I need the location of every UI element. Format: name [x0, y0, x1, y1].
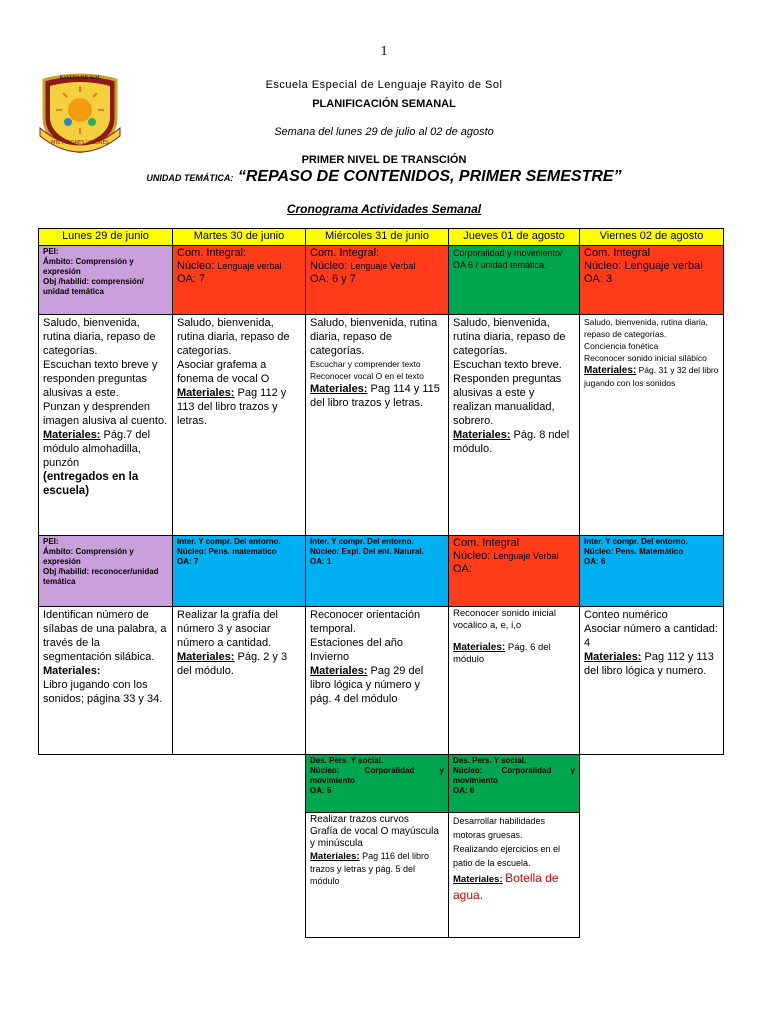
plan-title: PLANIFICACIÓN SEMANAL: [312, 98, 456, 110]
school-name: Escuela Especial de Lenguaje Rayito de Sol: [265, 79, 503, 91]
r2-martes-body: Realizar la grafía del número 3 y asociar número a cantidad. Materiales: Pág. 2 y 3 del módulo.: [173, 607, 306, 755]
r1-martes-head: Com. Integral: Núcleo: Lenguaje verbal OA: 7: [173, 246, 306, 315]
r2-viernes-head: Inter. Y compr. Del entorno. Núcleo: Pens. Matemático OA: 6: [580, 536, 724, 607]
r3-jueves-body: Desarrollar habilidades motoras gruesas. Realizando ejercicios en el patio de la escuela. Materiales: Botella de agua.: [449, 813, 580, 938]
r1-lunes-head: PEI: Ámbito: Comprensión y expresión Obj /habilid: comprensión/ unidad temática: [39, 246, 173, 315]
row3-body: [39, 813, 724, 938]
r1-viernes-head: Com. Integral Núcleo: Lenguaje verbal OA: 3: [580, 246, 724, 315]
row2-body: [39, 607, 724, 755]
unit-label: UNIDAD TEMÁTICA:: [146, 173, 234, 183]
row1-body: [39, 315, 724, 536]
row2-head: [39, 536, 724, 607]
svg-text:MIS MEJORES VALORES: MIS MEJORES VALORES: [51, 140, 109, 146]
r3-miercoles-body: Realizar trazos curvos Grafía de vocal O mayúscula y minúscula Materiales: Pag 116 del libro trazos y letras y pág. 5 del módulo: [306, 813, 449, 938]
r1-miercoles-head: Com. Integral: Núcleo: Lenguaje Verbal OA: 6 y 7: [306, 246, 449, 315]
day-header-miercoles: Miércoles 31 de junio: [306, 229, 449, 246]
unit-title: [0, 168, 768, 186]
row1-head: [39, 246, 724, 315]
r1-viernes-body: Saludo, bienvenida, rutina diaria, repaso de categorías. Conciencia fonética Reconocer sonido inicial silábico Materiales: Pág. 31 y 32 del libro jugando con los sonidos: [580, 315, 724, 536]
r2-jueves-body: Reconocer sonido inicial vocálico a, e, i,o Materiales: Pág. 6 del módulo: [449, 607, 580, 755]
r2-miercoles-body: Reconocer orientación temporal. Estaciones del año Invierno Materiales: Pag 29 del libro lógica y número y pág. 4 del módulo: [306, 607, 449, 755]
r2-miercoles-head: Inter. Y compr. Del entorno. Núcleo: Expl. Del ent. Natural. OA: 1: [306, 536, 449, 607]
level-title: PRIMER NIVEL DE TRANSCIÓN: [301, 154, 467, 166]
day-header-martes: Martes 30 de junio: [173, 229, 306, 246]
weekly-schedule-table: [38, 228, 724, 938]
r2-jueves-head: Com. Integral Núcleo: Lenguaje Verbal OA:: [449, 536, 580, 607]
row3-head: [39, 755, 724, 813]
r1-jueves-head: Corporalidad y movimiento/ OA 6 / unidad temática.: [449, 246, 580, 315]
page-number: 1: [380, 44, 388, 59]
day-header-viernes: Viernes 02 de agosto: [580, 229, 724, 246]
r2-martes-head: Inter. Y compr. Del entorno. Núcleo: Pens. matematico OA: 7: [173, 536, 306, 607]
week-range: Semana del lunes 29 de julio al 02 de agosto: [274, 126, 494, 138]
svg-text:RAYITO DE SOL: RAYITO DE SOL: [59, 75, 101, 81]
r1-martes-body: Saludo, bienvenida, rutina diaria, repaso de categorías. Asociar grafema a fonema de vocal O Materiales: Pag 112 y 113 del libro trazos y letras.: [173, 315, 306, 536]
day-header-jueves: Jueves 01 de agosto: [449, 229, 580, 246]
r3-jueves-head: Des. Pers. Y social. Núcleo: Corporalidad y movimiento OA: 6: [449, 755, 580, 813]
day-header-row: [39, 229, 724, 246]
r2-lunes-head: PEI: Ámbito: Comprensión y expresión Obj /habilid: reconocer/unidad temática: [39, 536, 173, 607]
r2-lunes-body: Identifican número de sílabas de una palabra, a través de la segmentación silábica. Materiales: Libro jugando con los sonidos; página 33 y 34.: [39, 607, 173, 755]
cronograma-title: Cronograma Actividades Semanal: [286, 202, 482, 216]
r2-viernes-body: Conteo numérico Asociar número a cantidad: 4 Materiales: Pag 112 y 113 del libro lógica y numero.: [580, 607, 724, 755]
r1-lunes-body: Saludo, bienvenida, rutina diaria, repaso de categorías. Escuchan texto breve y responden preguntas alusivas a este. Punzan y desprenden imagen alusiva al cuento. Materiales: Pág.7 del módulo almohadilla, punzón (entregados en la escuela): [39, 315, 173, 536]
r1-jueves-body: Saludo, bienvenida, rutina diaria, repaso de categorías. Escuchan texto breve. Responden preguntas alusivas a este y realizan manualidad, sobrero. Materiales: Pág. 8 ndel módulo.: [449, 315, 580, 536]
r1-miercoles-body: Saludo, bienvenida, rutina diaria, repaso de categorías. Escuchar y comprender texto Reconocer vocal O en el texto Materiales: Pag 114 y 115 del libro trazos y letras.: [306, 315, 449, 536]
unit-name: “REPASO DE CONTENIDOS, PRIMER SEMESTRE”: [237, 168, 622, 185]
day-header-lunes: Lunes 29 de junio: [39, 229, 173, 246]
r3-miercoles-head: Des. Pers. Y social. Núcleo: Corporalidad y movimiento OA: 5: [306, 755, 449, 813]
